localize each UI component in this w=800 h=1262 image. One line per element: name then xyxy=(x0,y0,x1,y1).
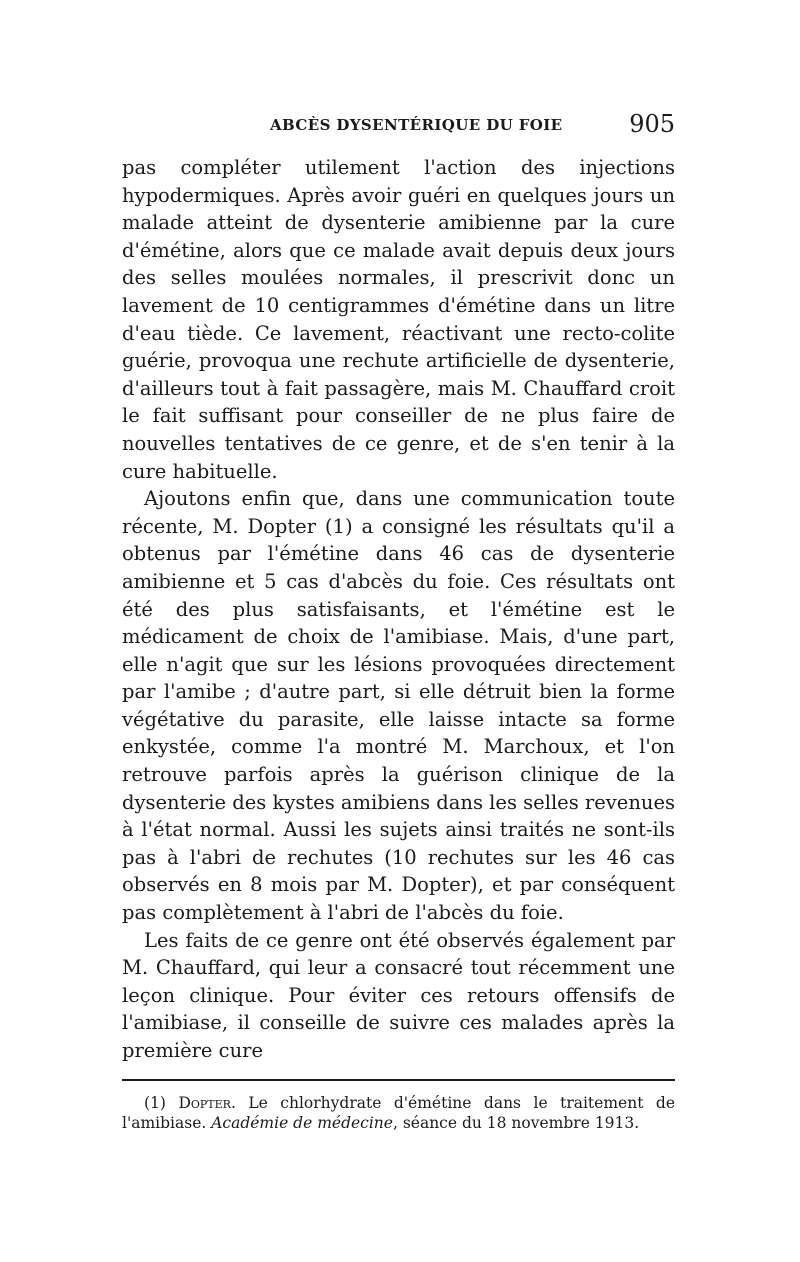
book-page xyxy=(122,110,675,1133)
paragraph-1: pas compléter utilement l'action des injections hypodermiques. Après avoir guéri en quelques jours un malade atteint de dysenterie amibienne par la cure d'émétine, alors que ce malade avait depuis deux jours des selles moulées normales, il prescrivit donc un lavement de 10 centigrammes d'émétine dans un litre d'eau tiède. Ce lavement, réactivant une recto-colite guérie, provoqua une rechute artificielle de dysenterie, d'ailleurs tout à fait passagère, mais M. Chauffard croit le fait suffisant pour conseiller de ne plus faire de nouvelles tentatives de ce genre, et de s'en tenir à la cure habituelle. xyxy=(122,156,675,483)
footnote xyxy=(122,1093,675,1133)
page-number: 905 xyxy=(629,110,675,138)
running-title: ABCÈS DYSENTÉRIQUE DU FOIE xyxy=(270,116,563,134)
footnote-date: , séance du 18 novembre 1913. xyxy=(392,1113,640,1132)
footnote-divider xyxy=(122,1079,675,1081)
running-head xyxy=(122,110,675,140)
footnote-marker: (1) xyxy=(144,1093,166,1112)
paragraph-3: Les faits de ce genre ont été observés également par M. Chauffard, qui leur a consacré tout récemment une leçon clinique. Pour éviter ces retours offensifs de l'amibiase, il conseille de suivre ces malades après la première cure xyxy=(122,928,675,1062)
body-text xyxy=(122,154,675,1065)
footnote-journal: Académie de médecine xyxy=(211,1113,393,1132)
footnote-text: . Le chlorhydrate d'émétine dans le traitement de l'amibiase. xyxy=(122,1093,675,1132)
paragraph-2: Ajoutons enfin que, dans une communication toute récente, M. Dopter (1) a consigné les résultats qu'il a obtenus par l'émétine dans 46 cas de dysenterie amibienne et 5 cas d'abcès du foie. Ces résultats ont été des plus satisfaisants, et l'émétine est le médicament de choix de l'amibiase. Mais, d'une part, elle n'agit que sur les lésions provoquées directement par l'amibe ; d'autre part, si elle détruit bien la forme végétative du parasite, elle laisse intacte sa forme enkystée, comme l'a montré M. Marchoux, et l'on retrouve parfois après la guérison clinique de la dysenterie des kystes amibiens dans les selles revenues à l'état normal. Aussi les sujets ainsi traités ne sont-ils pas à l'abri de rechutes (10 rechutes sur les 46 cas observés en 8 mois par M. Dopter), et par conséquent pas complètement à l'abri de l'abcès du foie. xyxy=(122,487,676,925)
footnote-author: Dopter xyxy=(178,1093,231,1112)
